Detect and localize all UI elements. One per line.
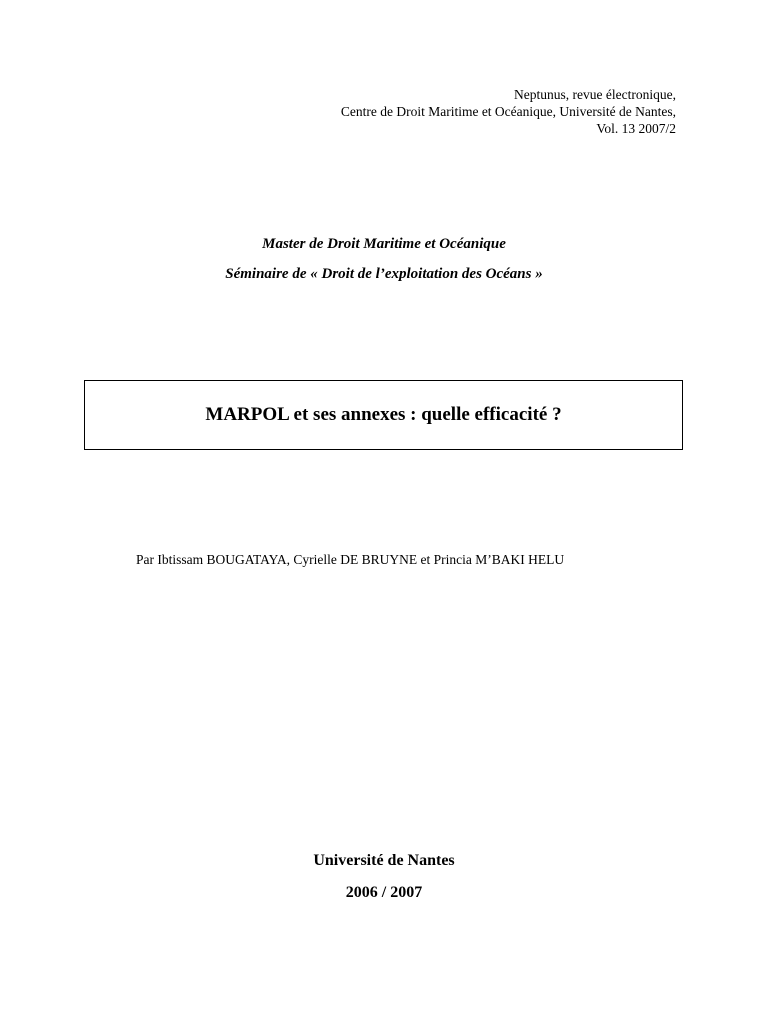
journal-header (341, 86, 676, 137)
seminar-name: Séminaire de « Droit de l’exploitation des Océans » (225, 266, 543, 282)
journal-volume: Vol. 13 2007/2 (596, 121, 676, 136)
master-program: Master de Droit Maritime et Océanique (262, 236, 506, 252)
journal-name: Neptunus, revue électronique, (514, 87, 676, 102)
document-title: MARPOL et ses annexes : quelle efficacité ? (205, 404, 562, 425)
journal-center: Centre de Droit Maritime et Océanique, Université de Nantes, (340, 104, 676, 119)
title-box (84, 380, 683, 450)
academic-year: 2006 / 2007 (345, 884, 423, 901)
authors-line: Par Ibtissam BOUGATAYA, Cyrielle DE BRUYNE et Princia M’BAKI HELU (136, 552, 565, 567)
university-name: Université de Nantes (313, 852, 455, 869)
